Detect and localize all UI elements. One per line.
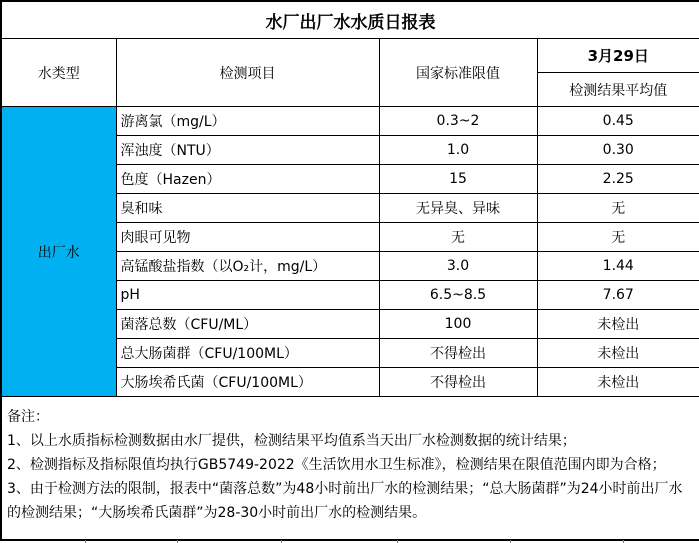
cell-limit: 15: [379, 165, 537, 194]
cell-result: 0.30: [537, 136, 699, 165]
header-result-avg: 检测结果平均值: [537, 73, 699, 107]
cell-result: 无: [537, 223, 699, 252]
cell-item: 游离氯（mg/L）: [116, 107, 379, 136]
note-line-1: 1、以上水质指标检测数据由水厂提供，检测结果平均值系当天出厂水检测数据的统计结果；: [7, 433, 576, 449]
notes-label: 备注：: [7, 409, 49, 425]
cell-result: 7.67: [537, 281, 699, 310]
title-row: [1, 1, 699, 39]
cell-limit: 100: [379, 310, 537, 339]
cell-result: 未检出: [537, 368, 699, 397]
cell-limit: 无: [379, 223, 537, 252]
header-row: [1, 39, 699, 73]
cell-limit: 0.3~2: [379, 107, 537, 136]
cell-result: 2.25: [537, 165, 699, 194]
table-row: [1, 107, 699, 136]
cell-item: 大肠埃希氏菌（CFU/100ML）: [116, 368, 379, 397]
cell-result: 未检出: [537, 339, 699, 368]
header-date: 3月29日: [537, 39, 699, 73]
cell-item: 浑浊度（NTU）: [116, 136, 379, 165]
cell-item: 高锰酸盐指数（以O₂计，mg/L）: [116, 252, 379, 281]
cell-result: 无: [537, 194, 699, 223]
cell-item: 臭和味: [116, 194, 379, 223]
cell-limit: 不得检出: [379, 368, 537, 397]
cell-limit: 6.5~8.5: [379, 281, 537, 310]
note-line-2: 2、检测指标及指标限值均执行GB5749-2022《生活饮用水卫生标准》，检测结果在限值范围内即为合格；: [7, 457, 666, 473]
header-water-type: 水类型: [1, 39, 116, 107]
header-test-item: 检测项目: [116, 39, 379, 107]
notes-row: [1, 397, 699, 541]
cell-item: 菌落总数（CFU/ML）: [116, 310, 379, 339]
cell-limit: 3.0: [379, 252, 537, 281]
cell-item: 肉眼可见物: [116, 223, 379, 252]
cell-item: 总大肠菌群（CFU/100ML）: [116, 339, 379, 368]
cell-result: 1.44: [537, 252, 699, 281]
cell-result: 未检出: [537, 310, 699, 339]
notes: [1, 397, 699, 541]
cell-result: 0.45: [537, 107, 699, 136]
cell-limit: 1.0: [379, 136, 537, 165]
page-title: 水厂出厂水水质日报表: [1, 1, 699, 39]
note-line-3: 3、由于检测方法的限制，报表中“菌落总数”为48小时前出厂水的检测结果；“总大肠菌群”为24小时前出厂水的检测结果；“大肠埃希氏菌群”为28-30小时前出厂水的检测结果。: [7, 481, 683, 521]
cell-item: 色度（Hazen）: [116, 165, 379, 194]
water-type-cell: 出厂水: [1, 107, 116, 397]
cell-limit: 无异臭、异味: [379, 194, 537, 223]
cell-limit: 不得检出: [379, 339, 537, 368]
header-standard-limit: 国家标准限值: [379, 39, 537, 107]
cell-item: pH: [116, 281, 379, 310]
